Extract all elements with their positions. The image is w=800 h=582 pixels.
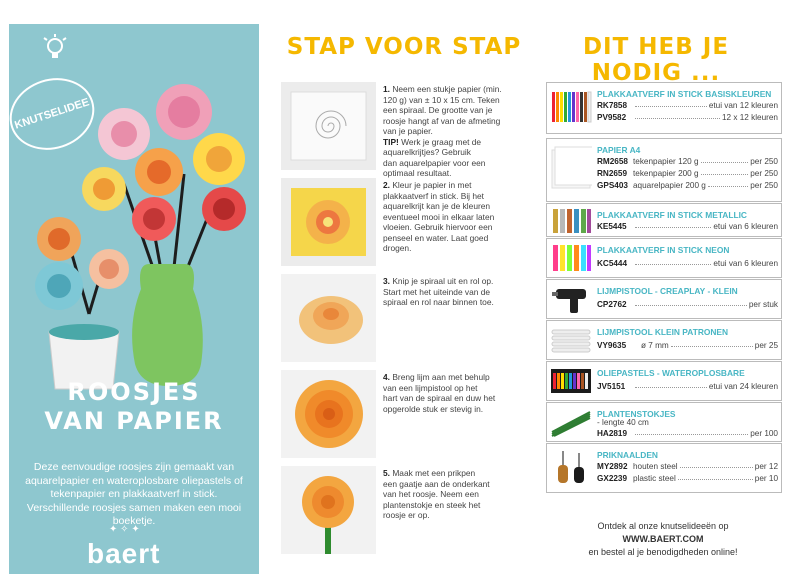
neon-sticks-icon bbox=[550, 242, 592, 274]
step-2-text: 2. Kleur je papier in met plakkaatverf in stick. Bij het aquarelkrijt kan je de kleuren eventueel mooi in elkaar laten vloeien. Gebruik hiervoor een penseel en water. Laat goed drogen. bbox=[383, 180, 495, 253]
step-3-image bbox=[281, 274, 376, 362]
step-2-image bbox=[281, 178, 376, 266]
product-line: VY9635 ø 7 mm per 25 bbox=[597, 341, 778, 350]
baert-logo: baert bbox=[87, 538, 161, 569]
awl-icon bbox=[550, 447, 592, 489]
product-line: JV5151 etui van 24 kleuren bbox=[597, 382, 778, 391]
product-name: LIJMPISTOOL - CREAPLAY - KLEIN bbox=[597, 286, 738, 296]
steps-heading: STAP VOOR STAP bbox=[286, 34, 522, 60]
rose-bouquet-illustration bbox=[9, 64, 259, 394]
intro-description: Deze eenvoudige roosjes zijn gemaakt van aquarelpapier en wateroplosbare oliepastels of tekenpapier en plakkaatverf in stick. Verschillende roosjes samen maken een mooi boeketje. bbox=[25, 461, 243, 527]
product-card bbox=[546, 82, 782, 134]
paint-sticks-icon bbox=[550, 86, 592, 130]
product-sub: - lengte 40 cm bbox=[597, 418, 649, 427]
step-1-image bbox=[281, 82, 376, 170]
cover-panel bbox=[9, 24, 259, 574]
product-name: PLAKKAATVERF IN STICK BASISKLEUREN bbox=[597, 89, 772, 99]
plant-sticks-icon bbox=[550, 406, 592, 438]
sparkle-icon: ✦ ✧ ✦ bbox=[109, 524, 140, 535]
page-title-line2: VAN PAPIER bbox=[44, 407, 224, 435]
product-name: PLAKKAATVERF IN STICK METALLIC bbox=[597, 210, 747, 220]
product-name: PLAKKAATVERF IN STICK NEON bbox=[597, 245, 730, 255]
step-5-image bbox=[281, 466, 376, 554]
product-line: GX2239 plastic steel per 10 bbox=[597, 474, 778, 483]
product-line: KE5445 etui van 6 kleuren bbox=[597, 222, 778, 231]
product-line: RK7858 etui van 12 kleuren bbox=[597, 101, 778, 110]
footer-line1: Ontdek al onze knutselideeën op bbox=[597, 521, 729, 531]
oil-pastels-icon bbox=[550, 365, 592, 397]
product-card bbox=[546, 402, 782, 442]
product-name: LIJMPISTOOL KLEIN PATRONEN bbox=[597, 327, 729, 337]
step-4-text: 4. Breng lijm aan met behulp van een lijmpistool op het hart van de spiraal en duw het opgerolde stuk er stevig in. bbox=[383, 372, 496, 414]
product-name: PRIKNAALDEN bbox=[597, 450, 658, 460]
product-line: HA2819 per 100 bbox=[597, 429, 778, 438]
step-4-image bbox=[281, 370, 376, 458]
product-card bbox=[546, 279, 782, 319]
product-line: GPS403 aquarelpapier 200 g per 250 bbox=[597, 181, 778, 190]
product-card bbox=[546, 320, 782, 360]
product-card bbox=[546, 203, 782, 237]
product-name: PAPIER A4 bbox=[597, 145, 641, 155]
product-line: CP2762 per stuk bbox=[597, 300, 778, 309]
paper-stack-icon bbox=[550, 142, 592, 196]
product-name: PLANTENSTOKJES bbox=[597, 409, 676, 419]
footer-line3: en bestel al je benodigdheden online! bbox=[588, 547, 738, 557]
website-link[interactable]: WWW.BAERT.COM bbox=[622, 534, 704, 544]
glue-sticks-icon bbox=[550, 324, 592, 356]
step-3-text: 3. Knip je spiraal uit en rol op. Start met het uiteinde van de spiraal en rol naar binnen toe. bbox=[383, 276, 494, 307]
page-title-line1: ROOSJES bbox=[67, 378, 201, 406]
product-line: RM2658 tekenpapier 120 g per 250 bbox=[597, 157, 778, 166]
product-card bbox=[546, 443, 782, 493]
metallic-sticks-icon bbox=[550, 207, 592, 235]
product-card bbox=[546, 361, 782, 401]
product-card bbox=[546, 238, 782, 278]
product-card bbox=[546, 138, 782, 202]
knutselidee-badge: KNUTSELIDEE bbox=[9, 67, 104, 160]
product-line: KC5444 etui van 6 kleuren bbox=[597, 259, 778, 268]
step-1-text: 1. Neem een stukje papier (min. 120 g) van ± 10 x 15 cm. Teken een spiraal. De grootte van je roosje hangt af van de afmeting van je papier. TIP! Werk je graag met de aquarelkrijtjes? Gebruik dan aquarelpapier voor een optimaal resultaat. bbox=[383, 84, 502, 178]
needs-heading: DIT HEB JE NODIG ... bbox=[582, 34, 730, 86]
product-name: OLIEPASTELS - WATEROPLOSBARE bbox=[597, 368, 745, 378]
product-line: PV9582 12 x 12 kleuren bbox=[597, 113, 778, 122]
step-5-text: 5. Maak met een prikpen een gaatje aan de onderkant van het roosje. Neem een plantenstokje en steek het roosje er op. bbox=[383, 468, 490, 520]
product-line: RN2659 tekenpapier 200 g per 250 bbox=[597, 169, 778, 178]
glue-gun-icon bbox=[550, 283, 592, 315]
product-line: MY2892 houten steel per 12 bbox=[597, 462, 778, 471]
